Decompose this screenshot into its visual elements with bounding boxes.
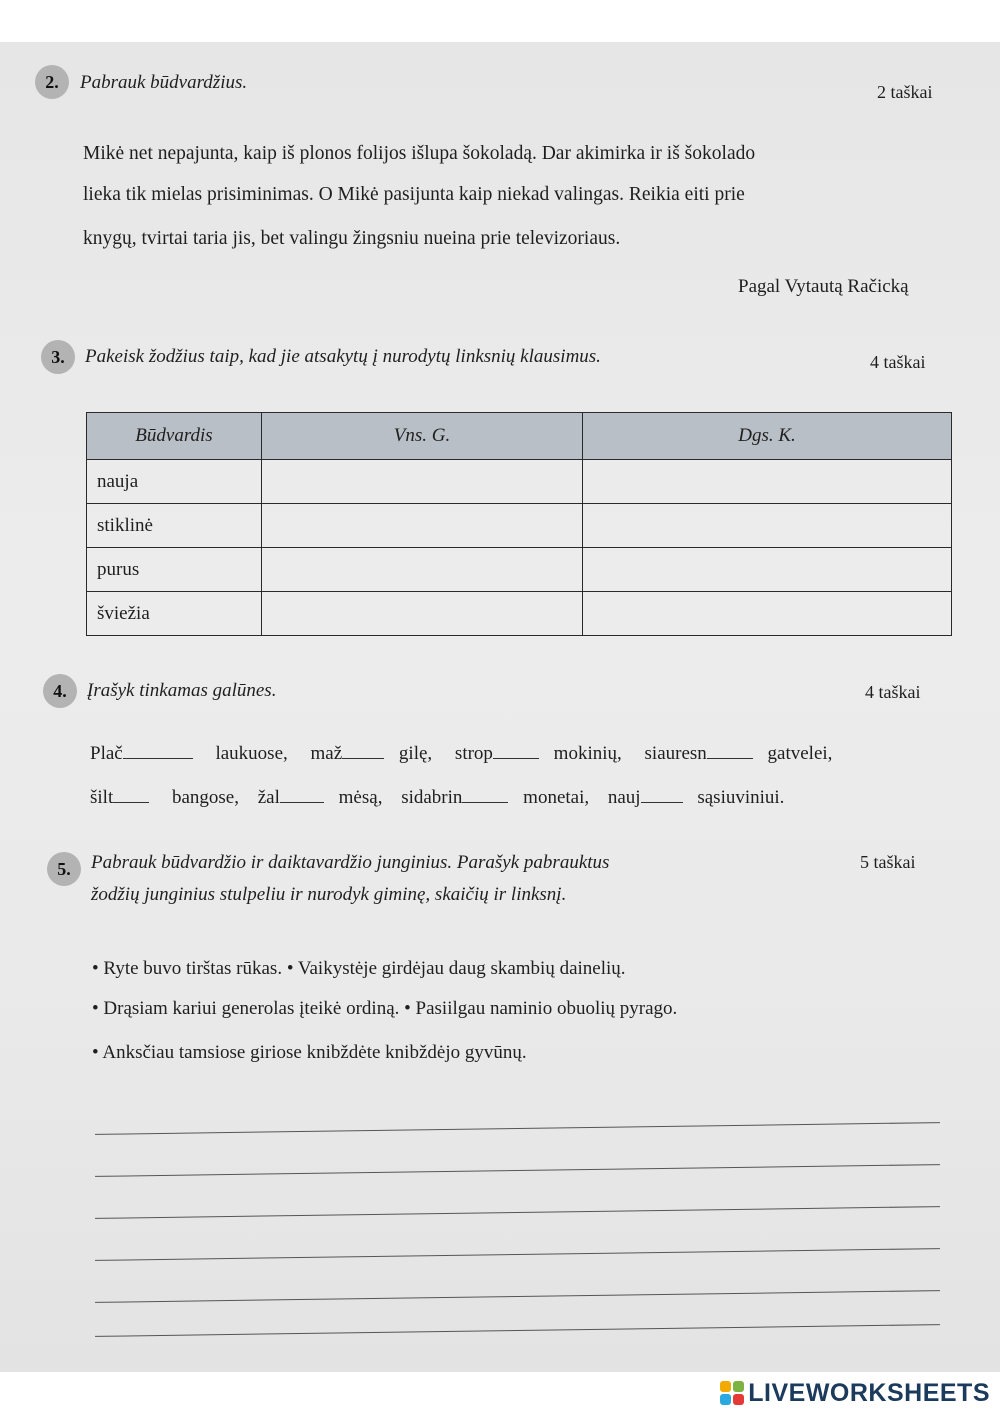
word-stem: Plač: [90, 743, 123, 764]
exercise-2-title: Pabrauk būdvardžius.: [80, 72, 248, 93]
table-row: [87, 460, 952, 504]
word: mokinių,: [553, 743, 622, 764]
word: gatvelei,: [767, 743, 833, 764]
word-stem: siauresn: [644, 743, 707, 764]
word: monetai,: [523, 787, 590, 808]
exercise-4-title: Įrašyk tinkamas galūnes.: [87, 680, 277, 701]
liveworksheets-logo: [720, 1378, 990, 1408]
ending-blank[interactable]: [462, 786, 508, 803]
answer-cell-vns-g[interactable]: [262, 460, 583, 504]
logo-square: [733, 1381, 744, 1392]
column-header-budvardis: Būdvardis: [87, 413, 262, 460]
exercise-5-sentence-1: • Ryte buvo tirštas rūkas. • Vaikystėje girdėjau daug skambių dainelių.: [92, 958, 626, 979]
exercise-2-text-line-3: knygų, tvirtai taria jis, bet valingu žingsniu nueina prie televizoriaus.: [83, 228, 621, 249]
exercise-3-points: 4 taškai: [870, 352, 926, 372]
row-adjective: šviežia: [87, 592, 262, 636]
exercise-5-title-line-2: žodžių junginius stulpeliu ir nurodyk giminę, skaičių ir linksnį.: [91, 884, 567, 905]
answer-cell-dgs-k[interactable]: [583, 592, 952, 636]
logo-square: [720, 1394, 731, 1405]
table-header-row: [87, 413, 952, 460]
logo-square: [733, 1394, 744, 1405]
liveworksheets-text: LIVEWORKSHEETS: [748, 1378, 990, 1407]
answer-cell-vns-g[interactable]: [262, 504, 583, 548]
exercise-5-sentence-2: • Drąsiam kariui generolas įteikė ordiną. • Pasiilgau naminio obuolių pyrago.: [92, 998, 678, 1019]
word-stem: maž: [310, 743, 343, 764]
row-adjective: purus: [87, 548, 262, 592]
exercise-3-number: 3.: [41, 340, 75, 374]
table-row: [87, 592, 952, 636]
exercise-5-title-line-1: Pabrauk būdvardžio ir daiktavardžio junginius. Parašyk pabrauktus: [91, 852, 610, 873]
ending-blank[interactable]: [113, 786, 149, 803]
word: gilę,: [398, 743, 433, 764]
answer-cell-vns-g[interactable]: [262, 548, 583, 592]
answer-cell-vns-g[interactable]: [262, 592, 583, 636]
word: bangose,: [171, 787, 239, 808]
word-stem: žal: [257, 787, 280, 808]
exercise-4-points: 4 taškai: [865, 682, 921, 702]
exercise-2-author: Pagal Vytautą Račicką: [738, 276, 909, 297]
exercise-2-number: 2.: [35, 65, 69, 99]
logo-square: [720, 1381, 731, 1392]
ending-blank[interactable]: [280, 786, 324, 803]
column-header-vns-g: Vns. G.: [262, 413, 583, 460]
table-row: [87, 548, 952, 592]
exercise-2-text-line-1: Mikė net nepajunta, kaip iš plonos folijos išlupa šokoladą. Dar akimirka ir iš šokolado: [83, 143, 756, 164]
exercise-4-line-2: [90, 786, 784, 809]
exercise-3-title: Pakeisk žodžius taip, kad jie atsakytų į nurodytų linksnių klausimus.: [85, 346, 601, 367]
word: laukuose,: [215, 743, 288, 764]
ending-blank[interactable]: [342, 742, 384, 759]
liveworksheets-icon: [720, 1381, 744, 1405]
word-stem: strop: [454, 743, 493, 764]
ending-blank[interactable]: [123, 742, 193, 759]
row-adjective: nauja: [87, 460, 262, 504]
ending-blank[interactable]: [641, 786, 683, 803]
ending-blank[interactable]: [707, 742, 753, 759]
ending-blank[interactable]: [493, 742, 539, 759]
row-adjective: stiklinė: [87, 504, 262, 548]
exercise-5-points: 5 taškai: [860, 852, 916, 872]
exercise-5-number: 5.: [47, 852, 81, 886]
table-row: [87, 504, 952, 548]
word: sąsiuviniui.: [697, 787, 785, 808]
exercise-2-points: 2 taškai: [877, 82, 933, 102]
exercise-5-sentence-3: • Anksčiau tamsiose giriose knibždėte knibždėjo gyvūnų.: [92, 1042, 527, 1063]
word: mėsą,: [338, 787, 383, 808]
word-stem: šilt: [90, 787, 114, 808]
word-stem: nauj: [607, 787, 641, 808]
exercise-4-number: 4.: [43, 674, 77, 708]
answer-cell-dgs-k[interactable]: [583, 460, 952, 504]
answer-cell-dgs-k[interactable]: [583, 548, 952, 592]
exercise-3-table: [86, 412, 952, 636]
exercise-4-line-1: [90, 742, 832, 765]
column-header-dgs-k: Dgs. K.: [583, 413, 952, 460]
word-stem: sidabrin: [401, 787, 463, 808]
exercise-2-text-line-2: lieka tik mielas prisiminimas. O Mikė pasijunta kaip niekad valingas. Reikia eiti prie: [83, 184, 745, 205]
answer-cell-dgs-k[interactable]: [583, 504, 952, 548]
